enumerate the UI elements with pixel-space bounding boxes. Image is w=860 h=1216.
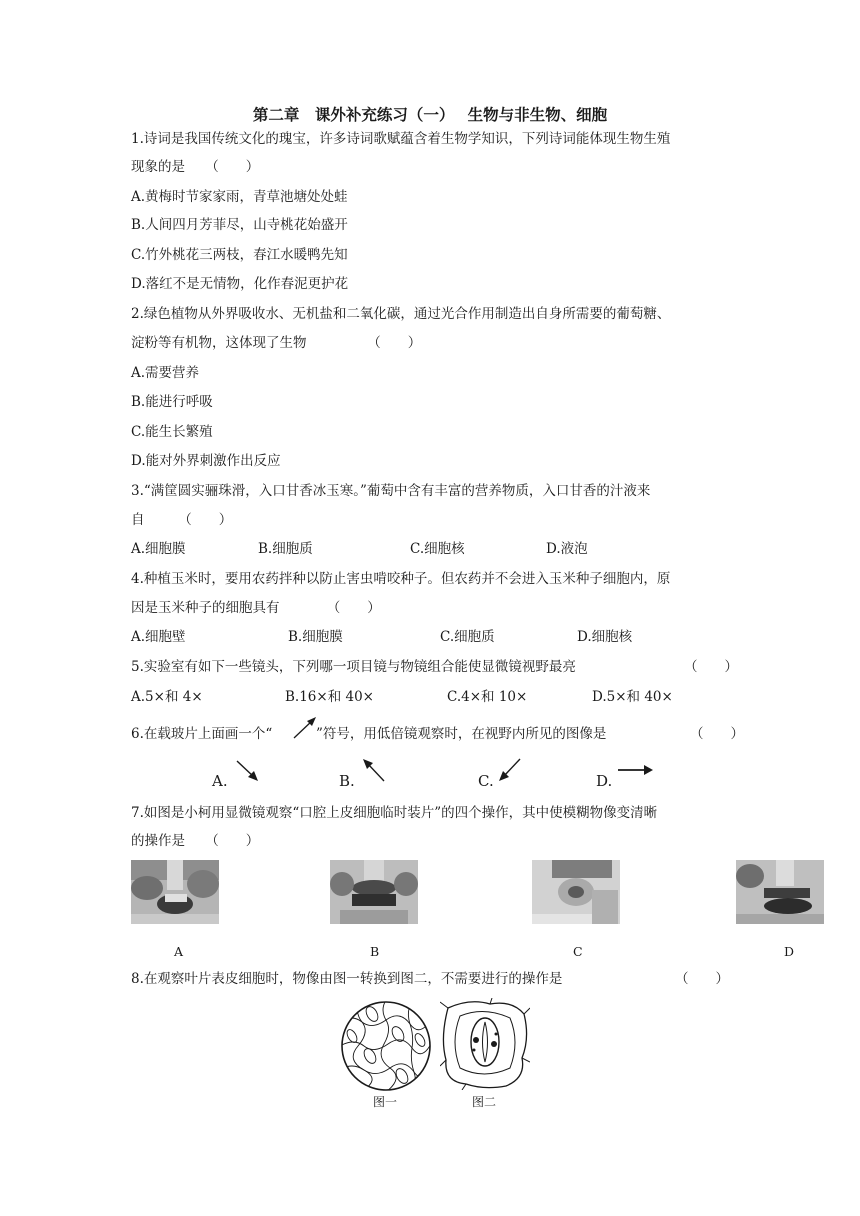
question-5-option-b: B.16×和 40× xyxy=(285,689,374,705)
question-1-line-1: 1.诗词是我国传统文化的瑰宝，许多诗词歌赋蕴含着生物学知识，下列诗词能体现生物生殖 xyxy=(131,131,671,147)
question-4-option-a: A.细胞壁 xyxy=(131,629,186,645)
question-2-option-c: C.能生长繁殖 xyxy=(131,424,213,440)
question-1-line-2: 现象的是 （ ） xyxy=(131,159,260,175)
question-5-option-d: D.5×和 40× xyxy=(592,689,673,705)
question-2-line-2: 淀粉等有机物，这体现了生物 （ ） xyxy=(131,335,422,351)
question-3-option-d: D.液泡 xyxy=(546,541,588,557)
question-3-line-2: 自 （ ） xyxy=(131,512,233,528)
figure-2-caption: 图二 xyxy=(472,1095,497,1109)
question-6-text-before: 6.在载玻片上面画一个“ xyxy=(131,726,273,742)
question-3-line-1: 3.“满筐圆实骊珠滑，入口甘香冰玉寒。”葡萄中含有丰富的营养物质，入口甘香的汁液来 xyxy=(131,483,651,499)
question-6-option-d-label: D. xyxy=(596,772,613,790)
question-5-option-c: C.4×和 10× xyxy=(447,689,528,705)
question-6-option-b-label: B. xyxy=(339,772,355,790)
question-5-line-1: 5.实验室有如下一些镜头，下列哪一项目镜与物镜组合能使显微镜视野最亮 xyxy=(131,659,576,675)
question-5-answer-paren: （ ） xyxy=(684,659,738,675)
question-7-line-2: 的操作是 （ ） xyxy=(131,833,260,849)
question-1-option-b: B.人间四月芳菲尽，山寺桃花始盛开 xyxy=(131,217,348,233)
photo-label-a: A xyxy=(174,944,184,959)
question-4-line-2: 因是玉米种子的细胞具有 （ ） xyxy=(131,600,381,616)
question-2-line-1: 2.绿色植物从外界吸收水、无机盐和二氧化碳，通过光合作用制造出自身所需要的葡萄糖、 xyxy=(131,306,671,322)
question-1-option-c: C.竹外桃花三两枝，春江水暖鸭先知 xyxy=(131,247,348,263)
question-2-option-d: D.能对外界刺激作出反应 xyxy=(131,453,281,469)
question-2-option-a: A.需要营养 xyxy=(131,365,200,381)
leaf-epidermis-low-power-figure xyxy=(340,1000,432,1092)
arrow-down-right-icon xyxy=(234,758,262,784)
question-4-option-c: C.细胞质 xyxy=(440,629,495,645)
question-4-option-b: B.细胞膜 xyxy=(288,629,343,645)
question-1-option-a: A.黄梅时节家家雨，青草池塘处处蛙 xyxy=(131,189,348,205)
question-8-answer-paren: （ ） xyxy=(675,971,729,987)
photo-label-b: B xyxy=(370,944,380,959)
microscope-photo-c xyxy=(532,860,620,924)
page-title: 第二章 课外补充练习（一） 生物与非生物、细胞 xyxy=(252,105,608,124)
microscope-photo-d xyxy=(736,860,824,924)
question-1-option-d: D.落红不是无情物，化作春泥更护花 xyxy=(131,276,349,292)
arrow-down-left-icon xyxy=(496,756,524,784)
question-3-option-c: C.细胞核 xyxy=(410,541,465,557)
question-2-option-b: B.能进行呼吸 xyxy=(131,394,213,410)
question-4-option-d: D.细胞核 xyxy=(577,629,633,645)
leaf-epidermis-high-power-figure xyxy=(440,998,530,1090)
question-4-line-1: 4.种植玉米时，要用农药拌种以防止害虫啃咬种子。但农药并不会进入玉米种子细胞内，原 xyxy=(131,571,671,587)
photo-label-c: C xyxy=(573,944,583,959)
microscope-photo-a xyxy=(131,860,219,924)
photo-label-d: D xyxy=(784,944,795,959)
question-8-line-1: 8.在观察叶片表皮细胞时，物像由图一转换到图二，不需要进行的操作是 xyxy=(131,971,563,987)
question-6-option-c-label: C. xyxy=(478,772,494,790)
question-5-option-a: A.5×和 4× xyxy=(131,689,203,705)
question-7-line-1: 7.如图是小柯用显微镜观察“口腔上皮细胞临时装片”的四个操作，其中使模糊物像变清晰 xyxy=(131,805,658,821)
arrow-right-icon xyxy=(616,762,656,778)
figure-1-caption: 图一 xyxy=(373,1095,398,1109)
microscope-photo-b xyxy=(330,860,418,924)
question-3-option-b: B.细胞质 xyxy=(258,541,313,557)
question-3-option-a: A.细胞膜 xyxy=(131,541,186,557)
question-6-text-after: ”符号，用低倍镜观察时，在视野内所见的图像是 xyxy=(316,726,607,742)
arrow-up-left-icon xyxy=(360,756,388,784)
question-6-answer-paren: （ ） xyxy=(690,726,744,742)
question-6-option-a-label: A. xyxy=(212,772,228,790)
